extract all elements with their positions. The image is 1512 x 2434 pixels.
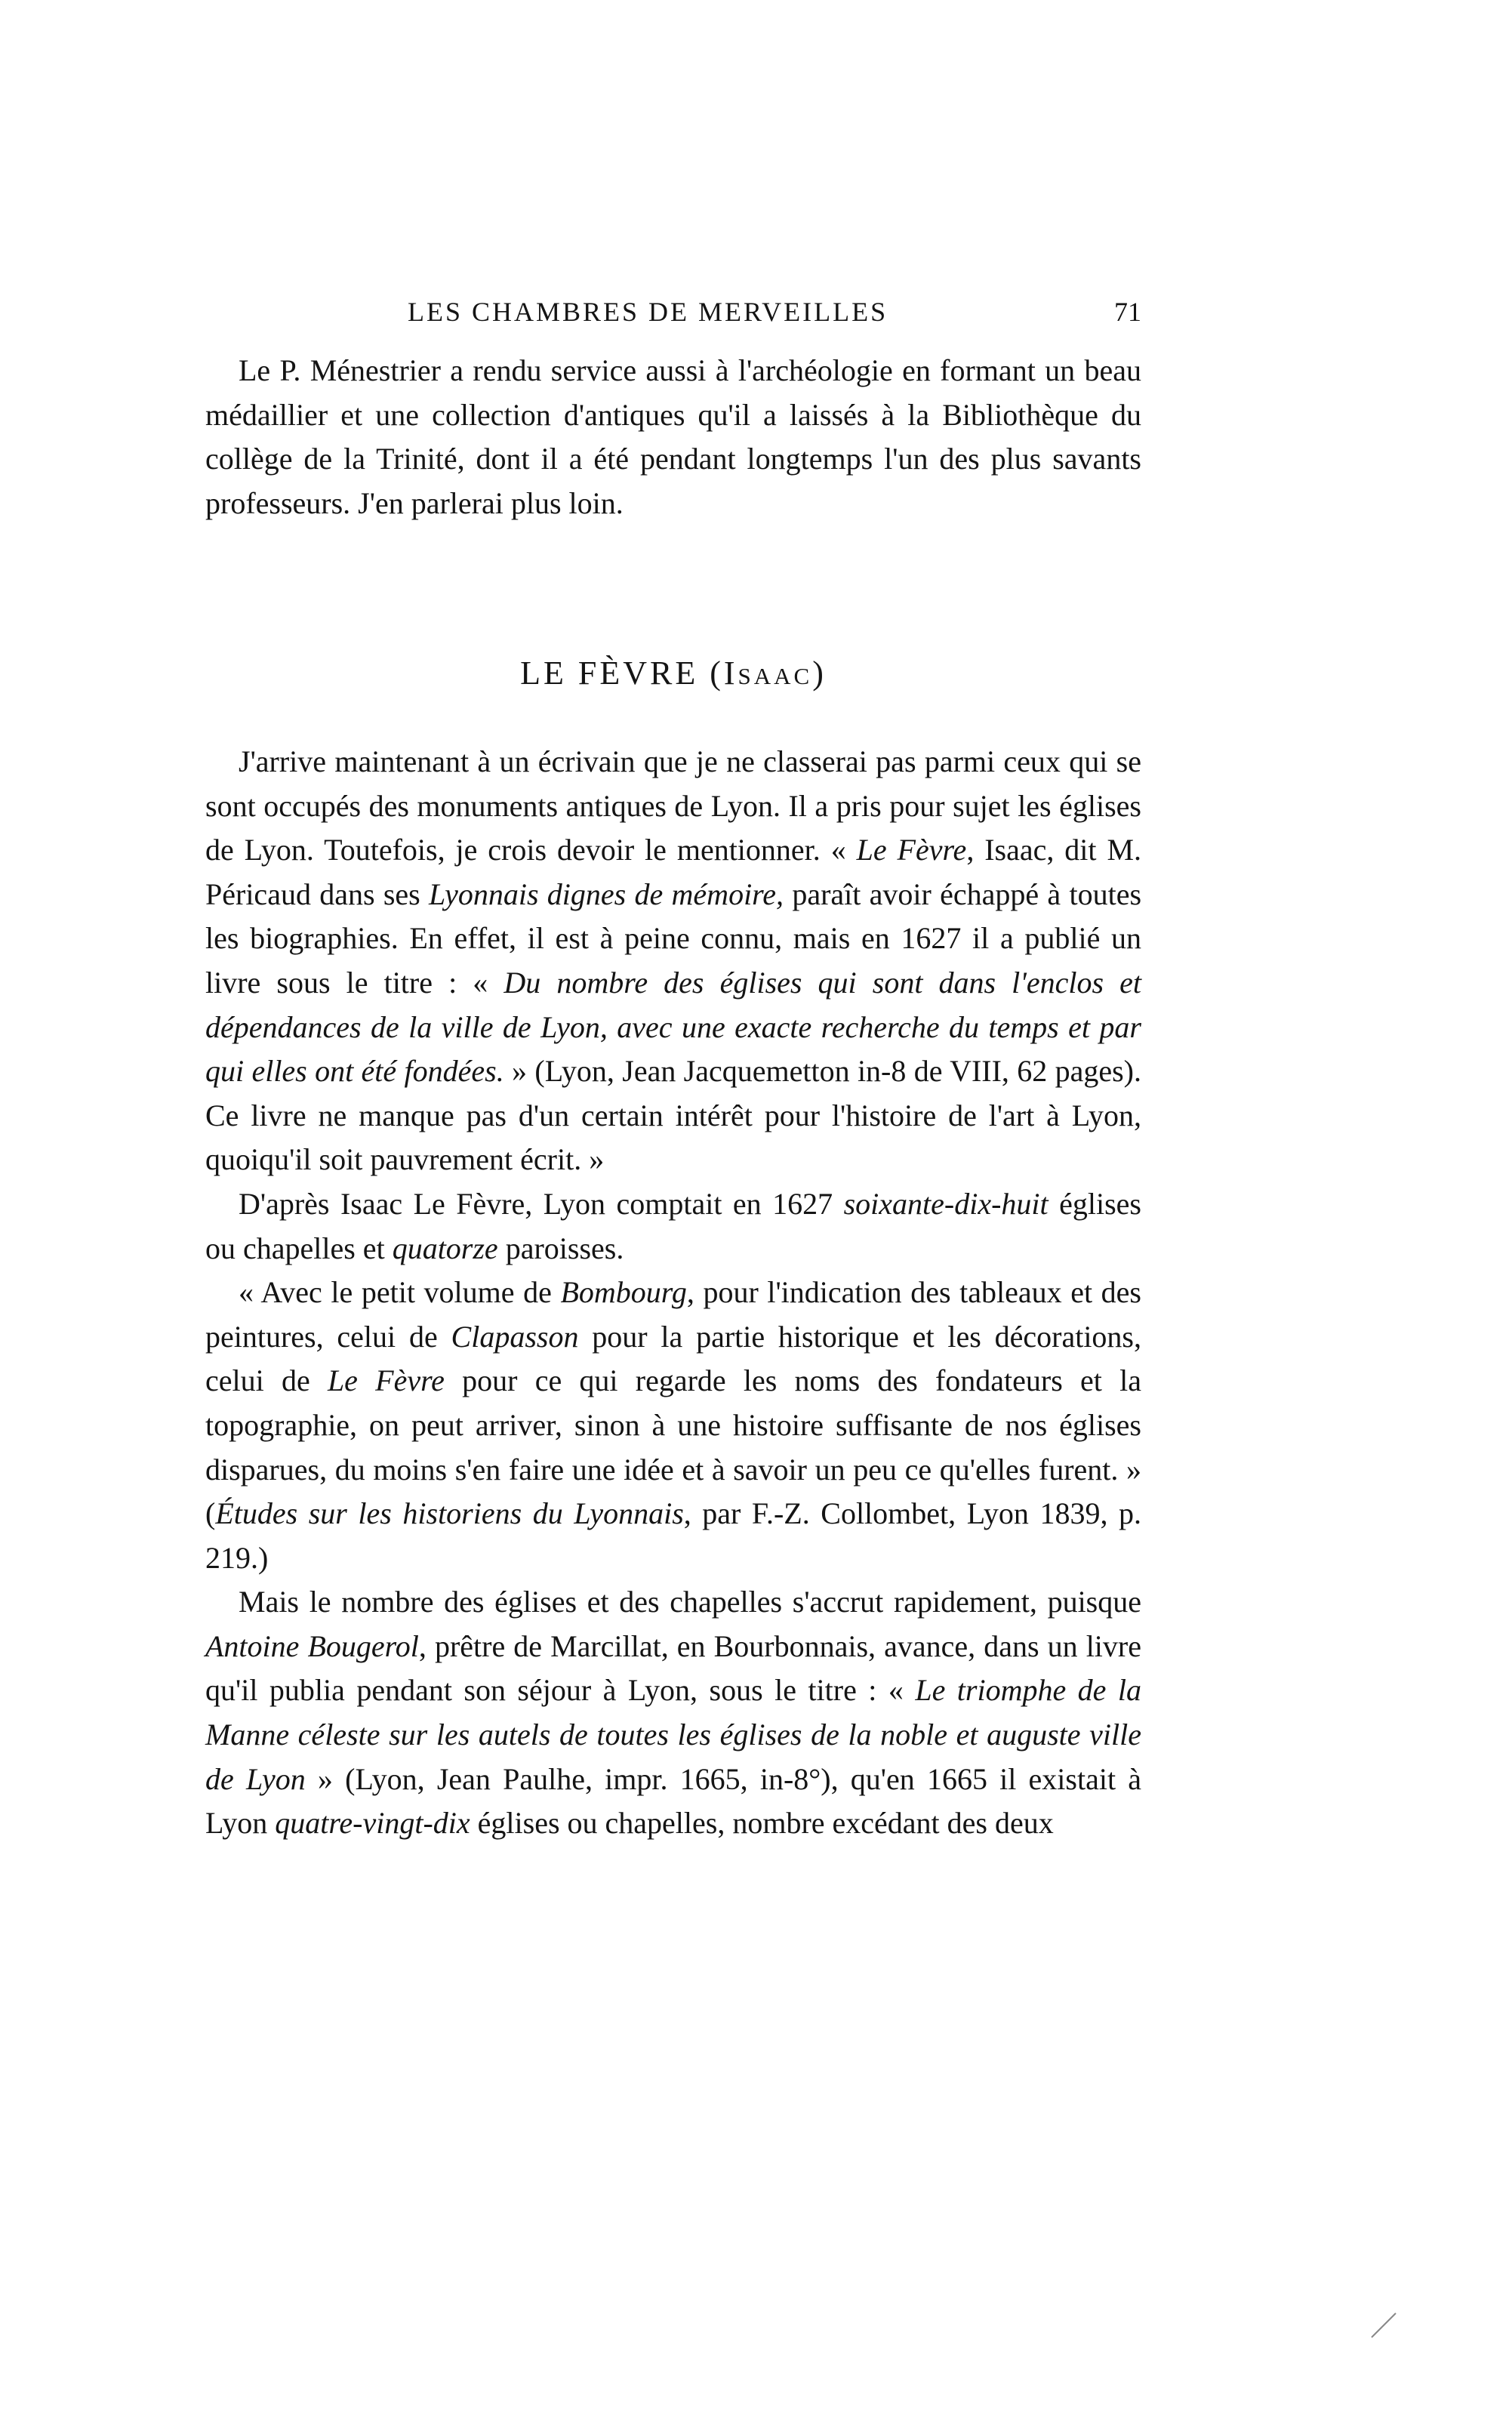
text-block-top: [205, 349, 1141, 525]
text-run: » (Lyon, Jean Jacquemetton in-8 de VIII, 62 pages). Ce livre ne manque pas d'un certain intérêt pour l'histoire de l'art à Lyon, quoiqu'il soit pauvrement écrit. »: [205, 1054, 1142, 1177]
italic-run-book-title: Du nombre des églises qui sont dans l'enclos et dépendances de la ville de Lyon, avec une exacte recherche du temps et par qui elles ont été fondées.: [205, 965, 1142, 1089]
italic-run: Études sur les historiens du Lyonnais: [215, 1496, 684, 1531]
text-run: pour la partie historique et les décorations, celui de: [205, 1319, 1141, 1398]
paragraph-le-fevre-intro: [205, 740, 1141, 1182]
text-run: » (Lyon, Jean Paulhe, impr. 1665, in-8°), qu'en 1665 il existait à Lyon: [205, 1761, 1142, 1841]
text-run: , Isaac, dit M. Péricaud dans ses: [205, 833, 1142, 911]
section-heading-close-paren: ): [812, 655, 827, 692]
italic-run: Lyonnais dignes de mémoire,: [429, 877, 784, 911]
italic-run-book-title: Le triomphe de la Manne céleste sur les autels de toutes les églises de la noble et auguste ville de Lyon: [205, 1673, 1141, 1796]
section-heading-name: LE FÈVRE: [520, 655, 699, 692]
text-run: pour ce qui regarde les noms des fondateurs et la topographie, on peut arriver, sinon à une histoire suffisante de nos églises disparues, du moins s'en faire une idée et à savoir un peu ce qu'elles furent. » (: [205, 1363, 1141, 1531]
paragraph-bougerol: [205, 1580, 1141, 1846]
text-run: , par F.-Z. Collombet, Lyon 1839, p. 219.): [205, 1496, 1142, 1575]
section-heading-open-paren: (: [710, 655, 724, 692]
stray-pencil-mark-icon: [1369, 2310, 1399, 2340]
section-heading: [205, 654, 1141, 692]
paragraph-collombet-quote: [205, 1271, 1141, 1580]
italic-run: soixante-dix-huit: [843, 1186, 1049, 1221]
text-run: églises ou chapelles, nombre excédant des deux: [470, 1806, 1054, 1841]
text-run: J'arrive maintenant à un écrivain que je ne classerai pas parmi ceux qui se sont occupés des monuments antiques de Lyon. Il a pris pour sujet les églises de Lyon. Toutefois, je crois devoir le mentionner. «: [205, 744, 1141, 867]
paragraph-menestrier: Le P. Ménestrier a rendu service aussi à l'archéologie en formant un beau médaillier et une collection d'antiques qu'il a laissés à la Bibliothèque du collège de la Trinité, dont il a été pendant longtemps l'un des plus savants professeurs. J'en parlerai plus loin.: [205, 353, 1141, 520]
text-run: Mais le nombre des églises et des chapelles s'accrut rapidement, puisque: [239, 1585, 1141, 1619]
italic-run: quatorze: [392, 1231, 498, 1265]
section-heading-firstname: Isaac: [723, 655, 813, 692]
italic-run: Bombourg: [560, 1275, 687, 1310]
text-run: D'après Isaac Le Fèvre, Lyon comptait en 1627: [239, 1186, 844, 1221]
text-run: , prêtre de Marcillat, en Bourbonnais, avance, dans un livre qu'il publia pendant son séjour à Lyon, sous le titre : «: [205, 1628, 1141, 1708]
text-run: , pour l'indication des tableaux et des peintures, celui de: [205, 1275, 1141, 1354]
text-run: paraît avoir échappé à toutes les biographies. En effet, il est à peine connu, mais en 1627 il a publié un livre sous le titre : «: [205, 877, 1142, 1000]
running-title: LES CHAMBRES DE MERVEILLES: [408, 297, 888, 327]
italic-run: Le Fèvre: [327, 1363, 445, 1398]
text-block-main: [205, 740, 1141, 1846]
text-run: paroisses.: [497, 1231, 624, 1265]
text-run: « Avec le petit volume de: [239, 1275, 561, 1310]
italic-run: Antoine Bougerol: [205, 1628, 419, 1663]
page-number: 71: [1114, 297, 1141, 327]
italic-run: Le Fèvre: [856, 833, 967, 867]
text-run: églises ou chapelles et: [205, 1186, 1141, 1265]
italic-run: Clapasson: [451, 1319, 579, 1354]
paragraph-1627-count: [205, 1182, 1141, 1271]
italic-run: quatre-vingt-dix: [275, 1806, 470, 1841]
running-header: [205, 296, 1141, 341]
